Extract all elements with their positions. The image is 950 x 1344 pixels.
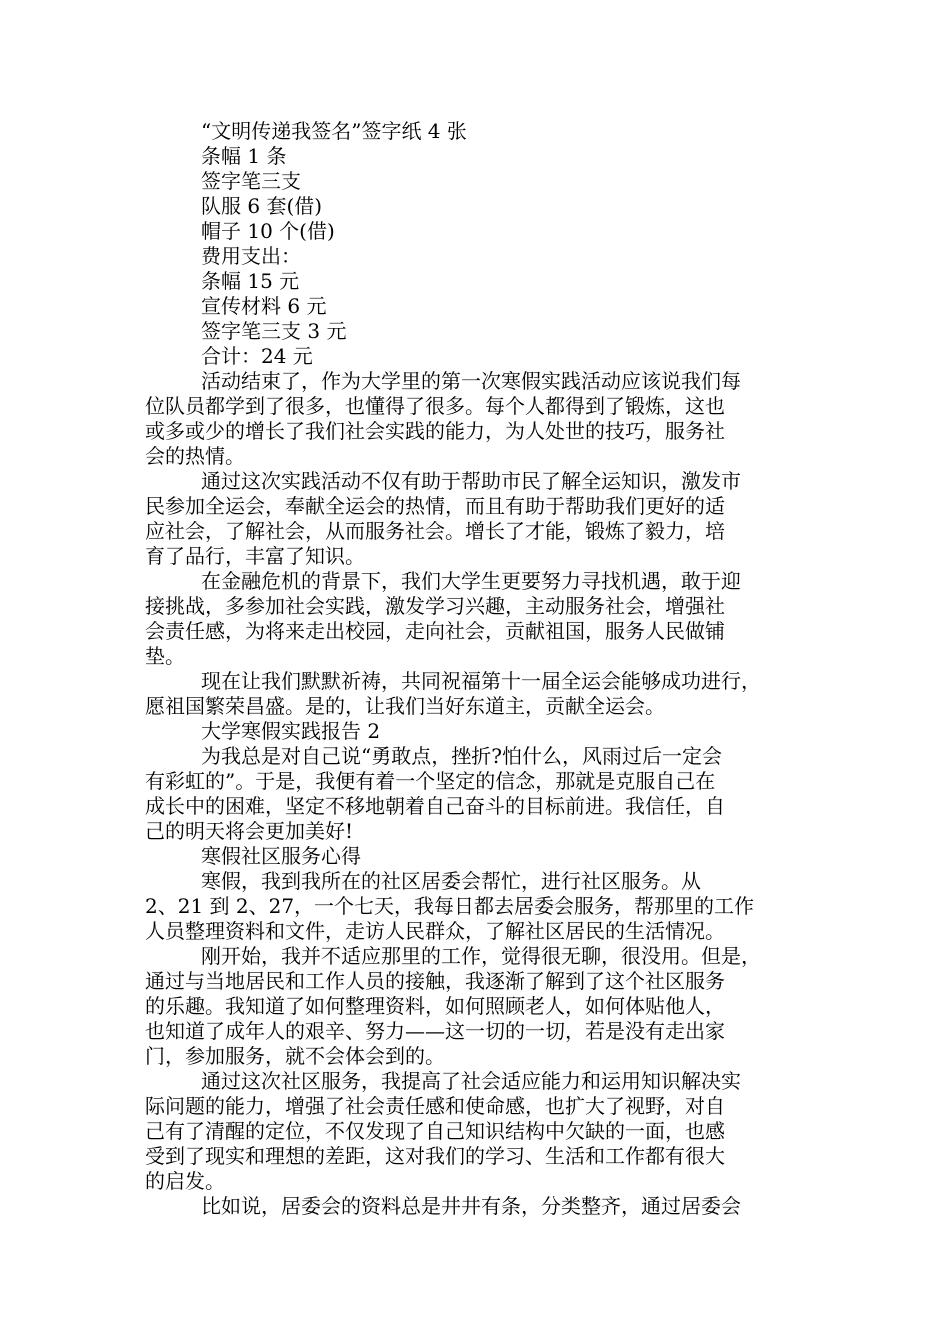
paragraph-line: 门，参加服务，就不会体会到的。 <box>145 1044 445 1068</box>
paragraph-line: 的启发。 <box>145 1169 225 1193</box>
paragraph <box>145 744 810 844</box>
paragraph <box>145 844 810 869</box>
paragraph-line: 民参加全运会，奉献全运会的热情，而且有助于帮助我们更好的适 <box>145 494 725 518</box>
paragraph-line: 2、21 到 2、27，一个七天，我每日都去居委会服务，帮那里的工作 <box>145 894 755 918</box>
paragraph-line: 会责任感，为将来走出校园，走向社会，贡献祖国，服务人民做铺 <box>145 619 725 643</box>
list-item: 签字笔三支 <box>201 169 301 193</box>
paragraph-line: 为我总是对自己说“勇敢点，挫折?怕什么，风雨过后一定会 <box>201 744 722 768</box>
paragraph-line: 位队员都学到了很多，也懂得了很多。每个人都得到了锻炼，这也 <box>145 394 725 418</box>
paragraph-line: 垫。 <box>145 644 185 668</box>
paragraph <box>145 1194 810 1219</box>
list-item: “文明传递我签名”签字纸 4 张 <box>201 119 467 143</box>
paragraph-line: 人员整理资料和文件，走访人民群众，了解社区居民的生活情况。 <box>145 919 725 943</box>
list-item: 条幅 15 元 <box>201 269 300 293</box>
paragraph-line: 寒假，我到我所在的社区居委会帮忙，进行社区服务。从 <box>201 869 701 893</box>
paragraph <box>145 669 810 719</box>
paragraph-line: 现在让我们默默祈祷，共同祝福第十一届全运会能够成功进行， <box>201 669 761 693</box>
paragraph-line: 通过这次实践活动不仅有助于帮助市民了解全运知识，激发市 <box>201 469 741 493</box>
paragraph-line: 活动结束了，作为大学里的第一次寒假实践活动应该说我们每 <box>201 369 741 393</box>
paragraph-line: 寒假社区服务心得 <box>201 844 361 868</box>
paragraph-line: 大学寒假实践报告 2 <box>201 719 381 743</box>
paragraph <box>145 569 810 669</box>
paragraph <box>145 869 810 944</box>
paragraph-line: 己的明天将会更加美好! <box>145 819 354 843</box>
paragraph-line: 的乐趣。我知道了如何整理资料，如何照顾老人，如何体贴他人， <box>145 994 725 1018</box>
list-item: 签字笔三支 3 元 <box>201 319 347 343</box>
paragraph-line: 接挑战，多参加社会实践，激发学习兴趣，主动服务社会，增强社 <box>145 594 725 618</box>
paragraph-line: 成长中的困难，坚定不移地朝着自己奋斗的目标前进。我信任，自 <box>145 794 725 818</box>
paragraph-line: 育了品行，丰富了知识。 <box>145 544 365 568</box>
list-item: 条幅 1 条 <box>201 144 287 168</box>
list-item: 帽子 10 个(借) <box>201 219 335 243</box>
list-item: 费用支出： <box>201 244 301 268</box>
paragraph-line: 通过这次社区服务，我提高了社会适应能力和运用知识解决实 <box>201 1069 741 1093</box>
paragraph <box>145 469 810 569</box>
paragraph <box>145 369 810 469</box>
paragraph-line: 会的热情。 <box>145 444 245 468</box>
list-item: 合计：24 元 <box>201 344 313 368</box>
paragraph-line: 通过与当地居民和工作人员的接触，我逐渐了解到了这个社区服务 <box>145 969 725 993</box>
paragraph-line: 比如说，居委会的资料总是井井有条，分类整齐，通过居委会 <box>201 1194 741 1218</box>
paragraph <box>145 719 810 744</box>
paragraph-line: 应社会，了解社会，从而服务社会。增长了才能，锻炼了毅力，培 <box>145 519 725 543</box>
paragraph-line: 刚开始，我并不适应那里的工作，觉得很无聊，很没用。但是， <box>201 944 761 968</box>
paragraph-line: 在金融危机的背景下，我们大学生更要努力寻找机遇，敢于迎 <box>201 569 741 593</box>
paragraph-line: 际问题的能力，增强了社会责任感和使命感，也扩大了视野，对自 <box>145 1094 725 1118</box>
paragraph-line: 己有了清醒的定位，不仅发现了自己知识结构中欠缺的一面，也感 <box>145 1119 725 1143</box>
list-item: 队服 6 套(借) <box>201 194 323 218</box>
list-item: 宣传材料 6 元 <box>201 294 327 318</box>
document-page <box>145 119 810 1219</box>
paragraph <box>145 944 810 1069</box>
paragraph-line: 愿祖国繁荣昌盛。是的，让我们当好东道主，贡献全运会。 <box>145 694 665 718</box>
paragraph-line: 也知道了成年人的艰辛、努力——这一切的一切，若是没有走出家 <box>145 1019 725 1043</box>
paragraph-line: 有彩虹的”。于是，我便有着一个坚定的信念，那就是克服自己在 <box>145 769 716 793</box>
paragraph-line: 受到了现实和理想的差距，这对我们的学习、生活和工作都有很大 <box>145 1144 725 1168</box>
paragraph <box>145 1069 810 1194</box>
paragraph-line: 或多或少的增长了我们社会实践的能力，为人处世的技巧，服务社 <box>145 419 725 443</box>
